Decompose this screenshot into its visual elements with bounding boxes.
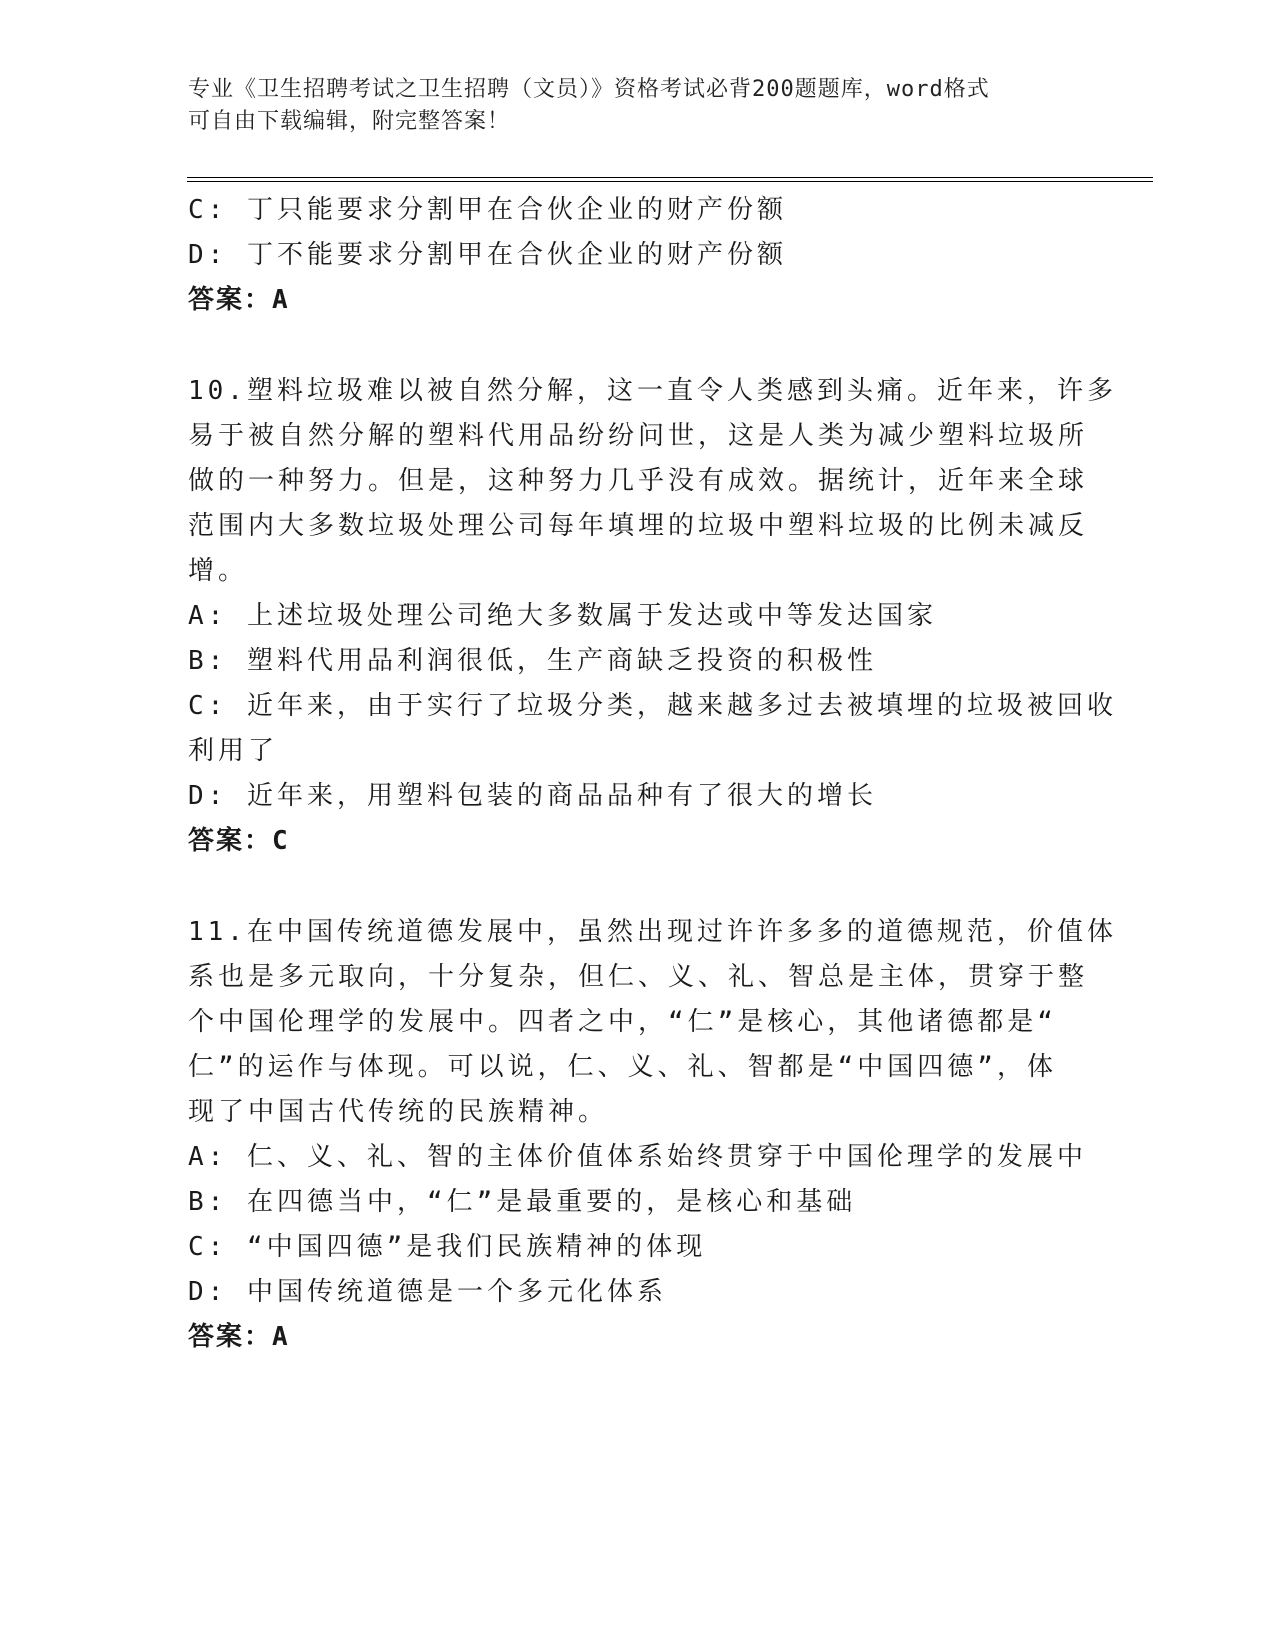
question-gap xyxy=(188,864,1088,910)
document-header xyxy=(188,74,1088,138)
header-line-1: 专业《卫生招聘考试之卫生招聘（文员）》资格考试必背200题题库，word格式 xyxy=(188,77,990,102)
question-stem-line: 做的一种努力。但是，这种努力几乎没有成效。据统计，近年来全球 xyxy=(188,466,1089,496)
option-c: C: 丁只能要求分割甲在合伙企业的财产份额 xyxy=(188,195,787,225)
option-d: D: 近年来，用塑料包装的商品品种有了很大的增长 xyxy=(188,781,877,811)
option-c: C: “中国四德”是我们民族精神的体现 xyxy=(188,1232,707,1262)
option-a: A: 上述垃圾处理公司绝大多数属于发达或中等发达国家 xyxy=(188,601,937,631)
question-stem-line: 仁”的运作与体现。可以说，仁、义、礼、智都是“中国四德”，体 xyxy=(188,1052,1057,1082)
question-stem-line: 系也是多元取向，十分复杂，但仁、义、礼、智总是主体，贯穿于整 xyxy=(188,962,1089,992)
header-line-2: 可自由下载编辑，附完整答案！ xyxy=(188,109,511,134)
header-divider xyxy=(187,177,1153,182)
question-9-tail xyxy=(188,188,1088,323)
option-d: D: 丁不能要求分割甲在合伙企业的财产份额 xyxy=(188,240,787,270)
question-stem-line: 易于被自然分解的塑料代用品纷纷问世，这是人类为减少塑料垃圾所 xyxy=(188,421,1089,451)
question-stem-line: 现了中国古代传统的民族精神。 xyxy=(188,1097,609,1127)
option-b: B: 塑料代用品利润很低，生产商缺乏投资的积极性 xyxy=(188,646,877,676)
option-a: A: 仁、义、礼、智的主体价值体系始终贯穿于中国伦理学的发展中 xyxy=(188,1142,1087,1172)
document-body xyxy=(188,188,1117,1360)
question-10 xyxy=(188,369,1117,864)
question-gap xyxy=(188,323,1088,369)
answer: 答案：A xyxy=(188,1322,290,1352)
answer: 答案：C xyxy=(188,826,290,856)
question-stem-line: 增。 xyxy=(188,556,249,586)
question-11 xyxy=(188,910,1117,1360)
option-c-continued: 利用了 xyxy=(188,736,279,766)
question-stem-line: 10.塑料垃圾难以被自然分解，这一直令人类感到头痛。近年来，许多 xyxy=(188,376,1117,406)
question-stem-line: 11.在中国传统道德发展中，虽然出现过许许多多的道德规范，价值体 xyxy=(188,917,1117,947)
question-stem-line: 个中国伦理学的发展中。四者之中，“仁”是核心，其他诸德都是“ xyxy=(188,1007,1057,1037)
option-d: D: 中国传统道德是一个多元化体系 xyxy=(188,1277,667,1307)
question-stem-line: 范围内大多数垃圾处理公司每年填埋的垃圾中塑料垃圾的比例未减反 xyxy=(188,511,1089,541)
answer: 答案：A xyxy=(188,285,290,315)
option-b: B: 在四德当中，“仁”是最重要的，是核心和基础 xyxy=(188,1187,857,1217)
option-c: C: 近年来，由于实行了垃圾分类，越来越多过去被填埋的垃圾被回收 xyxy=(188,691,1117,721)
